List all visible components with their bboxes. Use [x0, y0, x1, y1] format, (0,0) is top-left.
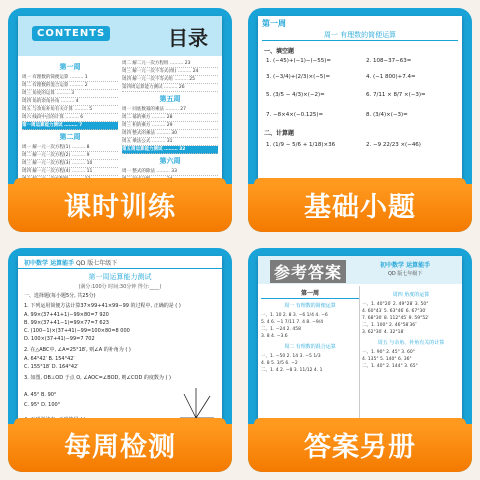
answer-line: 5. 4 6. −1 7/11 7. 4 8. −9/4 — [261, 320, 324, 325]
toc-week-heading: 第二周 — [59, 133, 81, 141]
toc-entry: 周四 角的余角补角 ……… 4 — [22, 98, 118, 106]
question: 6. 7/11 × 8/7 ×(−3)= — [366, 92, 426, 98]
question: 5. (3/5 − 4/3)×(−2)= — [266, 92, 325, 98]
toc-entry: 周二 幂的乘方 ……… 28 — [122, 114, 218, 122]
answer-header — [258, 256, 462, 284]
answer-line: 一、1. 10 2. 8 3. −6 1/4 4. −6 — [261, 313, 328, 318]
banner-label: 每周检测 — [8, 424, 232, 472]
question: 1. (1/9 − 5/6 + 1/18)×36 — [266, 142, 336, 148]
page-header — [18, 256, 222, 269]
answer-line: 3. 62°30′ 4. 32°18′ — [362, 330, 405, 335]
test-line: A. 64°42′ B. 154°42′ — [24, 356, 75, 362]
banner-label: 课时训练 — [8, 184, 232, 232]
answer-line: 二、1. 40° 2. 144° 3. 65° — [362, 364, 418, 369]
banner-label: 基础小题 — [248, 184, 472, 232]
section-calculation: 二、计算题 — [264, 130, 295, 137]
toc-week-heading: 第六周 — [159, 157, 181, 165]
practice-page — [258, 16, 462, 196]
answer-line: 二、1. −24 2. 458 — [261, 327, 301, 332]
answer-page — [258, 256, 462, 436]
toc-week-heading: 第五周 — [159, 95, 181, 103]
question: 8. (3/4)×(−3)= — [366, 112, 408, 118]
answer-line: 一、1. −50 2. 14 3. −5 1/3 — [261, 354, 321, 359]
toc-entry: 周三 积的乘方 ……… 29 — [122, 122, 218, 130]
section-fill-in: 一、填空题 — [264, 48, 295, 55]
toc-entry: 周一 解一元一次方程(1) ……… 8 — [22, 144, 118, 152]
practice-title: 周一 有理数的简便运算 — [323, 31, 397, 39]
weekly-test-page — [18, 256, 222, 436]
answer-section-title: 周四 角度的运算 — [392, 292, 430, 298]
test-line: A. 99×(37+41+1)−99×80=7 920 — [24, 312, 109, 318]
toc-entry: 周二 有理数的混合运算 ……… 2 — [22, 82, 118, 90]
edition-label: QD 版七年级下 — [76, 260, 118, 267]
toc-entry: 周三 解一元一次方程(3) ……… 10 — [22, 160, 118, 168]
toc-entry: 周五 乘法公式 ……… 31 — [122, 138, 218, 146]
question: 4. (−1 800)+7.4= — [366, 74, 416, 80]
divider — [262, 40, 458, 41]
toc-entry: 周一 有理数的简便运算 ……… 1 — [22, 74, 118, 82]
test-line: 一、选择题(每小题5分, 共25分) — [24, 293, 96, 299]
tile-lesson-training — [8, 8, 232, 232]
test-title: 第一周运算能力测试 — [88, 273, 152, 281]
toc-test-entry: 第一周运算能力测试 ……… 7 — [22, 122, 118, 130]
toc-entry: 周一 整式的除法 ……… 33 — [122, 168, 218, 176]
toc-entry: 周四 解一元一次方程(4) ……… 11 — [22, 168, 118, 176]
answer-section-title: 周二 有理数的混合运算 — [284, 344, 336, 350]
question: 2. 108−37−63= — [366, 58, 412, 64]
answer-section-title: 周五 与余角、补角有关的计算 — [377, 340, 445, 346]
answer-week-heading: 第一周 — [261, 288, 359, 299]
banner-label: 答案另册 — [248, 424, 472, 472]
practice-week: 第一周 — [262, 19, 286, 28]
toc-entry: 周二 解一元一次方程(2) ……… 9 — [22, 152, 118, 160]
toc-test-entry: 第五周运算能力测试 ……… 32 — [122, 146, 218, 154]
answer-line: 3. 8 4. −3.6 — [261, 334, 288, 339]
question: 2. −9 22/23 ×(−46) — [366, 142, 421, 148]
edition-label: QD 版七年级下 — [388, 271, 423, 277]
test-line: C. 95° D. 100° — [24, 402, 61, 408]
answer-line: 二、1. 4 2. −8 3. 11/12 4. 1 — [261, 368, 323, 373]
answers-right-column — [362, 288, 460, 370]
test-line: D. 100×(37+41)−99=7 702 — [24, 336, 95, 342]
answer-line: 4. 8 5. 3/5 6. −2 — [261, 361, 298, 366]
answer-line: 7. 68°30′ 8. 112°45′ 9. 59°52′ — [362, 316, 430, 321]
question: 3. (−3/4)+(2/3)×(−5)= — [266, 74, 331, 80]
toc-entry: 周三 解一元一次不等式(组) ……… 24 — [122, 68, 218, 76]
answer-line: 4. 135° 5. 140° 6. 36° — [362, 357, 412, 362]
toc-entry: 周四 解一元一次不等式组 ……… 25 — [122, 76, 218, 84]
table-of-contents-page — [18, 16, 222, 196]
tile-basic-questions — [248, 8, 472, 232]
contents-label: CONTENTS — [32, 26, 110, 41]
answer-line: 一、1. 40°20′ 2. 49°28′ 3. 50° — [362, 302, 429, 307]
brand-label: 初中数学 运算能手 — [380, 262, 431, 269]
contents-header — [18, 16, 222, 56]
test-line: B. 99×(37+41−1)=99×77=7 623 — [24, 320, 109, 326]
test-line: 1. 下列运用简便方法计算37×99+41×99−99 的过程中, 正确的是 ( ) — [24, 303, 181, 309]
toc-right-column — [122, 60, 218, 192]
answer-line: 一、1. 90° 2. 45° 3. 60° — [362, 350, 415, 355]
question: 7. −8×4×(−0.125)= — [266, 112, 324, 118]
test-line: 2. 在△ABC中, ∠A=25°18′, 则∠A 的补角为 ( ) — [24, 347, 131, 353]
toc-entry: 周六 线段中点的计算 ……… 6 — [22, 114, 118, 122]
toc-entry: 周三 角度的运算 ……… 3 — [22, 90, 118, 98]
test-line: A. 45° B. 90° — [24, 392, 57, 398]
toc-left-column — [22, 60, 118, 192]
toc-entry: 周四 整式的乘法 ……… 30 — [122, 130, 218, 138]
question: 1. (−45)+(−1)−(−55)= — [266, 58, 332, 64]
test-line: 3. 如图, OB⊥OD 于点 O, ∠AOC=∠BOD, 则∠COD 的度数为 ( ) — [24, 375, 171, 381]
column-divider — [359, 286, 360, 434]
toc-entry: 第四周运算能力测试 ……… 26 — [122, 84, 218, 92]
answer-line: 二、1. 100° 2. 46°58′36″ — [362, 323, 417, 328]
test-line: C. (100−1)×(37+41)−99=100×80=8 000 — [24, 328, 130, 334]
toc-entry: 周二 解二元一次方程组 ……… 23 — [122, 60, 218, 68]
answers-left-column — [261, 288, 359, 374]
toc-week-heading: 第一周 — [59, 63, 81, 71]
contents-title: 目录 — [168, 26, 208, 50]
toc-entry: 周一 同底数幂的乘法 ……… 27 — [122, 106, 218, 114]
answer-section-title: 周一 有理数的简便运算 — [284, 303, 336, 309]
answer-line: 4. 60°43′ 5. 63°46′ 6. 67°30′ — [362, 309, 427, 314]
tile-answer-booklet — [248, 248, 472, 472]
test-line: C. 155°18′ D. 164°42′ — [24, 364, 79, 370]
brand-label: 初中数学 运算能手 — [24, 260, 75, 267]
answer-title: 参考答案 — [270, 260, 346, 283]
test-meta: (满分:100分 时间:30分钟 得分:____) — [78, 284, 162, 290]
tile-weekly-test — [8, 248, 232, 472]
toc-entry: 周五 与余角补角有关计算 ……… 5 — [22, 106, 118, 114]
